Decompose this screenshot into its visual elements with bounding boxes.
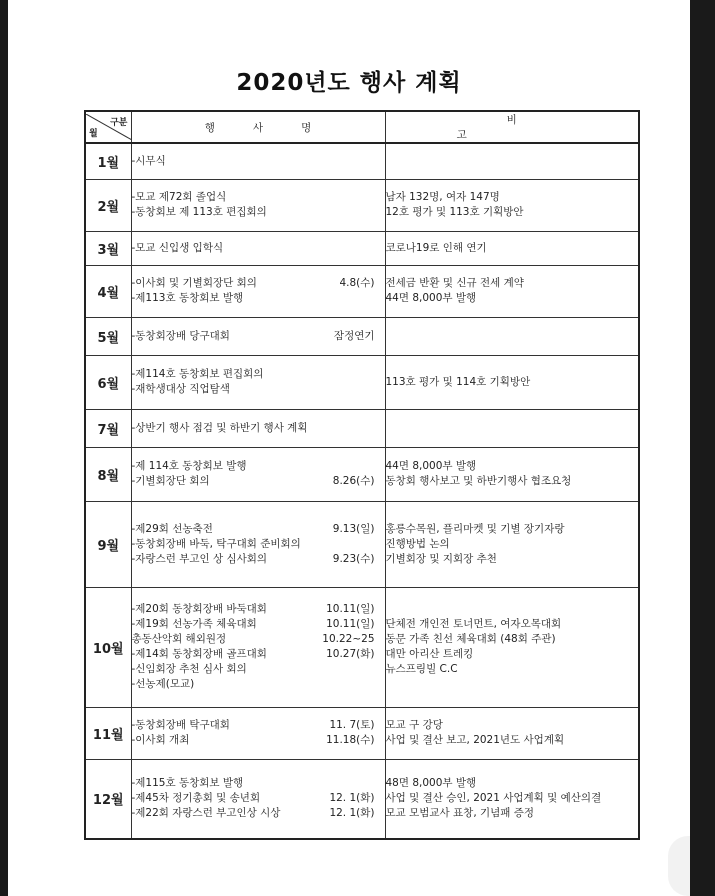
month-cell: 1월 [85, 143, 131, 179]
remarks-cell [385, 707, 639, 759]
events-cell [131, 317, 385, 355]
event-text: -동창회장배 탁구대회 [131, 719, 230, 731]
event-text: -제114호 동창회보 편집회의 [131, 368, 264, 380]
remark-item: 동창회 행사보고 및 하반기행사 협조요청 [385, 475, 572, 487]
event-text: -제19회 선농가족 체육대회 [131, 618, 257, 630]
table-row [85, 143, 639, 179]
events-cell [131, 409, 385, 447]
event-item [132, 602, 385, 617]
table-row [85, 355, 639, 409]
remarks-cell [385, 265, 639, 317]
scroll-handle[interactable] [668, 836, 690, 896]
events-cell [131, 231, 385, 265]
event-item [132, 154, 385, 169]
remark-item: 남자 132명, 여자 147명 [385, 191, 500, 203]
event-item [132, 733, 385, 748]
remark-item: 대만 아리산 트레킹 [385, 648, 474, 660]
table-row [85, 707, 639, 759]
remark-item: 44면 8,000부 발행 [385, 460, 477, 472]
event-item [132, 718, 385, 733]
event-text: -모교 신입생 입학식 [131, 241, 224, 254]
event-item [132, 474, 385, 489]
event-date: 8.26(수) [332, 475, 375, 487]
event-item [132, 647, 385, 662]
event-item [132, 276, 385, 291]
table-row [85, 231, 639, 265]
event-text: -제20회 동창회장배 바둑대회 [131, 603, 267, 615]
remark-item: 홍릉수목원, 플리마켓 및 기별 장기자랑 [385, 522, 565, 535]
event-item [132, 522, 385, 537]
remark-item: 기별회장 및 지회장 추천 [385, 552, 497, 565]
event-text: -이사회 개최 [131, 734, 190, 746]
table-row [85, 317, 639, 355]
event-date: 잠정연기 [333, 329, 375, 342]
remarks-cell [385, 179, 639, 231]
remarks-cell [385, 317, 639, 355]
remark-item: 동문 가족 친선 체육대회 (48회 주관) [385, 633, 556, 645]
event-item [132, 382, 385, 397]
event-item [132, 241, 385, 256]
table-row [85, 759, 639, 839]
month-cell: 9월 [85, 501, 131, 587]
event-date: 10.11(일) [326, 618, 375, 630]
month-cell: 3월 [85, 231, 131, 265]
event-text: 총동산악회 해외원정 [131, 633, 227, 645]
event-item [132, 190, 385, 205]
month-cell: 10월 [85, 587, 131, 707]
event-text: -제14회 동창회장배 골프대회 [131, 648, 267, 660]
events-cell [131, 759, 385, 839]
month-cell: 2월 [85, 179, 131, 231]
remark-item: 사업 및 결산 보고, 2021년도 사업계획 [385, 734, 565, 746]
events-cell [131, 447, 385, 501]
remarks-cell [385, 447, 639, 501]
remark-item: 12호 평가 및 113호 기획방안 [385, 206, 524, 218]
event-item [132, 552, 385, 567]
event-item [132, 791, 385, 806]
event-date: 10.27(화) [326, 648, 375, 660]
event-item [132, 537, 385, 552]
event-item [132, 806, 385, 821]
event-item [132, 617, 385, 632]
events-cell [131, 143, 385, 179]
event-text: -동창회장배 당구대회 [131, 329, 230, 342]
event-text: -재학생대상 직업탐색 [131, 383, 230, 395]
remark-item: 진행방법 논의 [385, 537, 450, 550]
table-row [85, 265, 639, 317]
remarks-column-header: 비고 [385, 111, 639, 143]
remark-item: 113호 평가 및 114호 기획방안 [385, 375, 531, 388]
event-item [132, 367, 385, 382]
month-cell: 7월 [85, 409, 131, 447]
event-item [132, 291, 385, 306]
events-cell [131, 179, 385, 231]
events-column-header: 행사명 [131, 111, 385, 143]
event-item [132, 677, 385, 692]
remark-item: 코로나19로 인해 연기 [385, 241, 487, 254]
month-cell: 5월 [85, 317, 131, 355]
remarks-cell [385, 587, 639, 707]
remark-item: 단체전 개인전 토너먼트, 여자오목대회 [385, 618, 562, 630]
corner-label-month: 월 [89, 129, 98, 139]
event-item [132, 205, 385, 220]
remarks-cell [385, 501, 639, 587]
event-text: -이사회 및 기별회장단 회의 [131, 277, 257, 289]
event-date: 11. 7(토) [329, 719, 375, 731]
remark-item: 48면 8,000부 발행 [385, 777, 477, 790]
event-text: -동창회장배 바둑, 탁구대회 준비회의 [131, 537, 301, 550]
event-item [132, 459, 385, 474]
remarks-cell [385, 355, 639, 409]
event-date: 12. 1(화) [329, 807, 375, 820]
events-cell [131, 355, 385, 409]
event-text: -시무식 [131, 154, 166, 167]
remark-item: 사업 및 결산 승인, 2021 사업계획 및 예산의결 [385, 792, 602, 805]
remarks-cell [385, 409, 639, 447]
event-text: -신임회장 추천 심사 회의 [131, 663, 247, 675]
table-header-row [85, 111, 639, 143]
event-date: 9.13(일) [332, 522, 375, 535]
event-date: 11.18(수) [326, 734, 375, 746]
month-cell: 6월 [85, 355, 131, 409]
event-text: -제 114호 동창회보 발행 [131, 460, 247, 472]
event-text: -제22회 자랑스런 부고인상 시상 [131, 807, 281, 820]
event-text: -제45차 정기총회 및 송년회 [131, 792, 261, 805]
event-text: -제113호 동창회보 발행 [131, 292, 244, 304]
event-item [132, 662, 385, 677]
event-date: 10.22~25 [322, 633, 375, 645]
event-text: -상반기 행사 점검 및 하반기 행사 계획 [131, 421, 308, 434]
remarks-cell [385, 143, 639, 179]
events-cell [131, 501, 385, 587]
event-text: -자랑스런 부고인 상 심사회의 [131, 552, 268, 565]
table-row [85, 179, 639, 231]
event-plan-table [84, 110, 640, 840]
remark-item: 모교 구 강당 [385, 719, 443, 731]
table-row [85, 447, 639, 501]
remark-item: 모교 모범교사 표창, 기념패 증정 [385, 807, 535, 820]
event-date: 10.11(일) [326, 603, 375, 615]
events-cell [131, 587, 385, 707]
event-item [132, 632, 385, 647]
document-page [8, 0, 690, 896]
remarks-cell [385, 231, 639, 265]
month-cell: 4월 [85, 265, 131, 317]
event-text: -기별회장단 회의 [131, 475, 210, 487]
table-row [85, 587, 639, 707]
month-cell: 11월 [85, 707, 131, 759]
remark-item: 뉴스프링빌 C.C [385, 663, 458, 675]
document-title: 2020년도 행사 계획 [236, 70, 462, 96]
table-row [85, 501, 639, 587]
remark-item: 44면 8,000부 발행 [385, 292, 477, 304]
table-row [85, 409, 639, 447]
month-cell: 12월 [85, 759, 131, 839]
event-item [132, 776, 385, 791]
event-item [132, 329, 385, 344]
remarks-cell [385, 759, 639, 839]
event-text: -제29회 선농축전 [131, 522, 213, 535]
event-text: -모교 제72회 졸업식 [131, 191, 227, 203]
events-cell [131, 265, 385, 317]
event-date: 9.23(수) [332, 552, 375, 565]
corner-label-category: 구분 [110, 118, 128, 128]
month-cell: 8월 [85, 447, 131, 501]
corner-header-cell [85, 111, 131, 143]
events-cell [131, 707, 385, 759]
remark-item: 전세금 반환 및 신규 전세 계약 [385, 277, 524, 289]
event-text: -동창회보 제 113호 편집회의 [131, 206, 267, 218]
event-text: -제115호 동창회보 발행 [131, 777, 244, 790]
event-date: 4.8(수) [339, 277, 375, 289]
event-date: 12. 1(화) [329, 792, 375, 805]
event-item [132, 421, 385, 436]
event-text: -선농제(모교) [131, 678, 195, 690]
